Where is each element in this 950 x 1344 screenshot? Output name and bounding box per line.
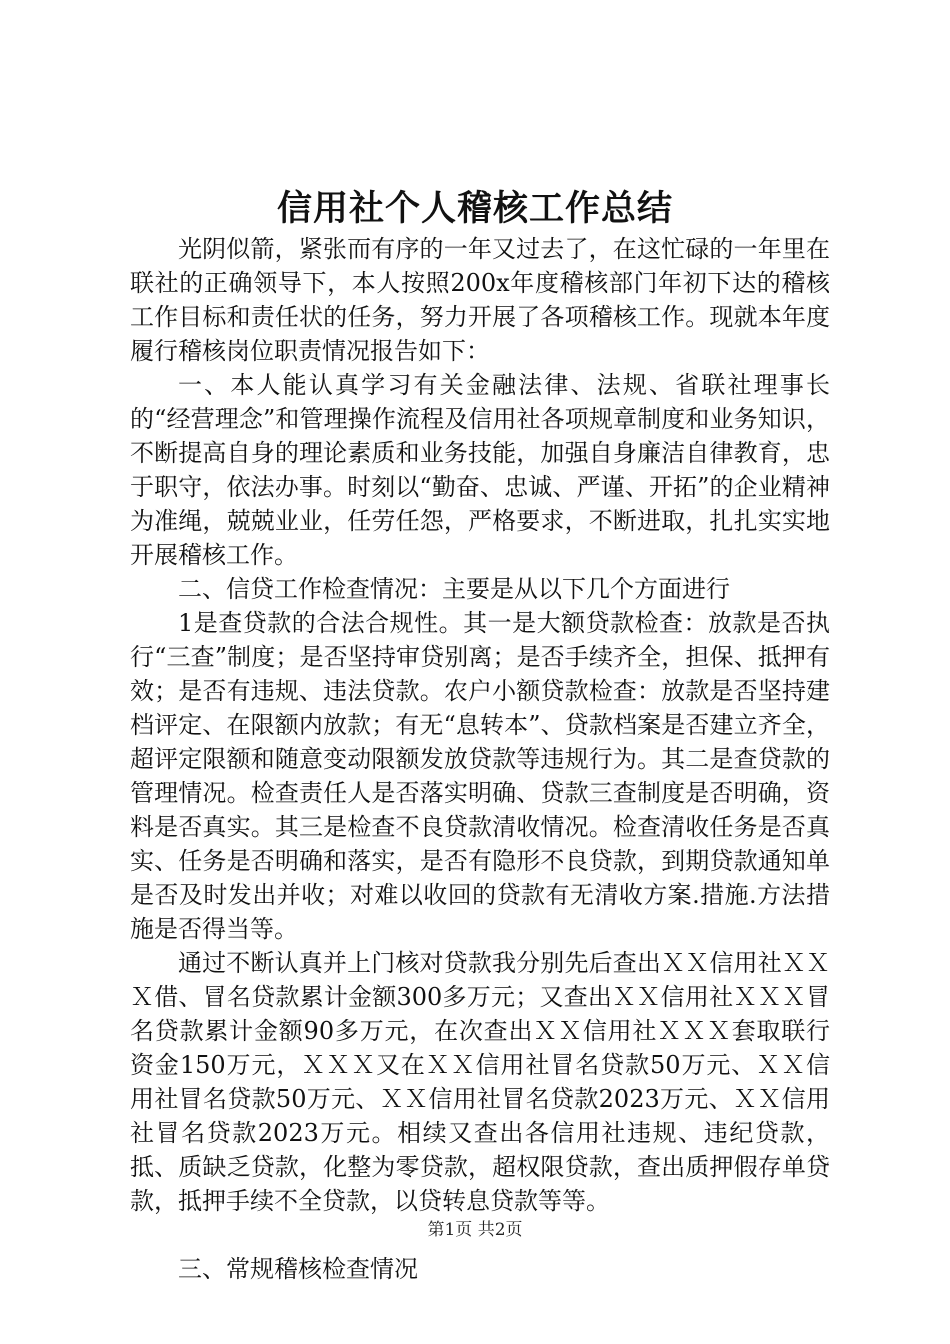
paragraph-findings: 通过不断认真并上门核对贷款我分别先后查出ＸＸ信用社ＸＸＸ借、冒名贷款累计金额300多万元；又查出ＸＸ信用社ＸＸＸ冒名贷款累计金额90多万元，在次查出ＸＸ信用社ＸＸＸ套取联行资金150万元，ＸＸＸ又在ＸＸ信用社冒名贷款50万元、ＸＸ信用社冒名贷款50万元、ＸＸ信用社冒名贷款2023万元、ＸＸ信用社冒名贷款2023万元。相续又查出各信用社违规、违纪贷款，抵、质缺乏贷款，化整为零贷款，超权限贷款，查出质押假存单贷款，抵押手续不全贷款，以贷转息贷款等等。: [130, 949, 830, 1215]
paragraph-section-three-heading: 三、常规稽核检查情况: [178, 1255, 418, 1283]
document-body: [130, 232, 830, 1286]
paragraph-loan-checks: 1是查贷款的合法合规性。其一是大额贷款检查：放款是否执行“三查”制度；是否坚持审贷别离；是否手续齐全，担保、抵押有效；是否有违规、违法贷款。农户小额贷款检查：放款是否坚持建档评定、在限额内放款；有无“息转本”、贷款档案是否建立齐全，超评定限额和随意变动限额发放贷款等违规行为。其二是查贷款的管理情况。检查责任人是否落实明确、贷款三查制度是否明确，资料是否真实。其三是检查不良贷款清收情况。检查清收任务是否真实、任务是否明确和落实，是否有隐形不良贷款，到期贷款通知单是否及时发出并收；对难以收回的贷款有无清收方案.措施.方法措施是否得当等。: [130, 609, 830, 943]
paragraph-intro: 光阴似箭，紧张而有序的一年又过去了，在这忙碌的一年里在联社的正确领导下，本人按照200x年度稽核部门年初下达的稽核工作目标和责任状的任务，努力开展了各项稽核工作。现就本年度履行稽核岗位职责情况报告如下：: [130, 235, 830, 365]
paragraph-section-two-heading: 二、信贷工作检查情况：主要是从以下几个方面进行: [178, 575, 730, 603]
page-footer: 第1页 共2页: [427, 1220, 523, 1240]
paragraph-section-one: 一、本人能认真学习有关金融法律、法规、省联社理事长的“经营理念”和管理操作流程及信用社各项规章制度和业务知识，不断提高自身的理论素质和业务技能，加强自身廉洁自律教育，忠于职守，依法办事。时刻以“勤奋、忠诚、严谨、开拓”的企业精神为准绳，兢兢业业，任劳任怨，严格要求，不断进取，扎扎实实地开展稽核工作。: [130, 371, 830, 569]
document-title: 信用社个人稽核工作总结: [276, 188, 673, 229]
